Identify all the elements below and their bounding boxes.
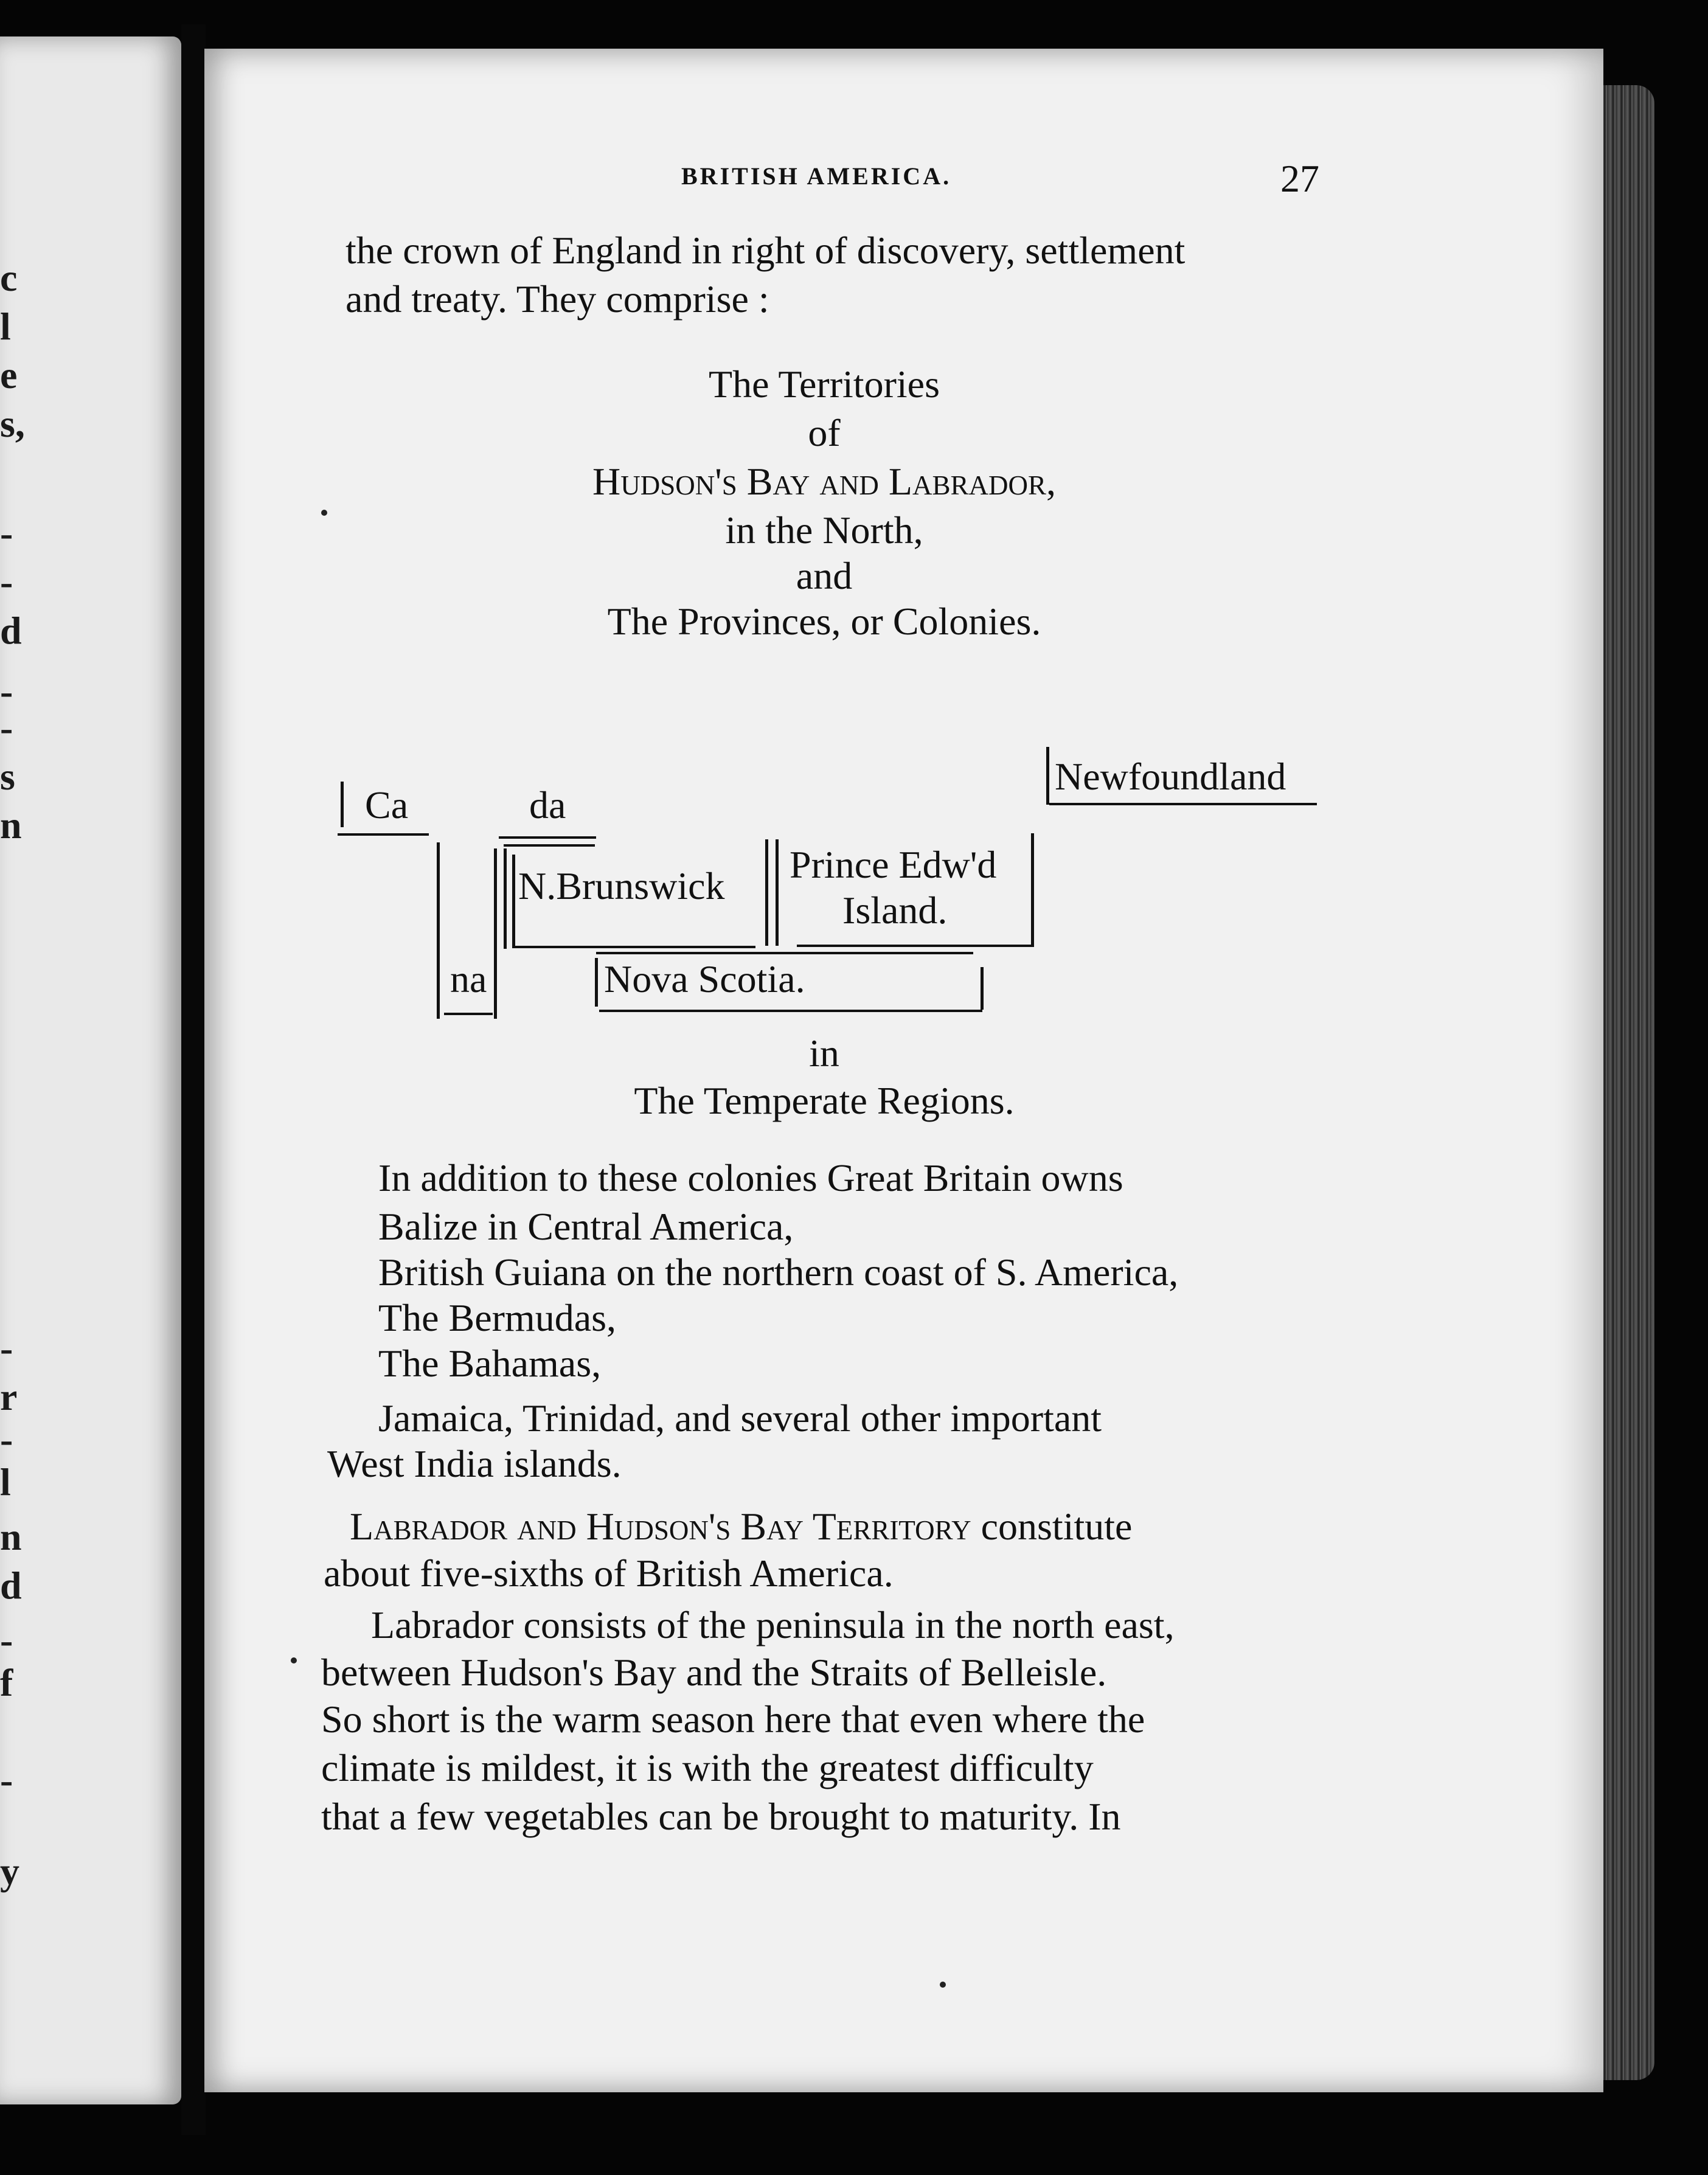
intro-line-2: and treaty. They comprise : bbox=[345, 277, 769, 321]
diagram-line bbox=[599, 1010, 982, 1012]
diagram-line bbox=[444, 1013, 493, 1015]
left-fragment: n bbox=[0, 803, 22, 847]
page-number: 27 bbox=[1280, 157, 1319, 200]
left-fragment: d bbox=[0, 1564, 22, 1607]
diagram-line bbox=[1031, 833, 1034, 946]
diagram-line bbox=[595, 958, 598, 1007]
territories-line-4: in the North, bbox=[725, 508, 923, 552]
left-fragment: - bbox=[0, 706, 13, 749]
addition-line-2: Balize in Central America, bbox=[378, 1205, 794, 1248]
diagram-line bbox=[596, 952, 973, 954]
diagram-line bbox=[512, 946, 755, 948]
addition-line-5: The Bahamas, bbox=[378, 1342, 602, 1385]
territories-line-6: The Provinces, or Colonies. bbox=[607, 600, 1041, 643]
diagram-line bbox=[341, 782, 344, 827]
territories-line-5: and bbox=[796, 554, 853, 597]
diagram-prince-edward-2: Island. bbox=[842, 889, 948, 932]
diagram-line bbox=[437, 842, 440, 1019]
left-fragment: - bbox=[0, 1618, 13, 1662]
diagram-line bbox=[338, 833, 429, 836]
diagram-line bbox=[512, 855, 515, 946]
left-fragment: f bbox=[0, 1661, 13, 1704]
diagram-new-brunswick: N.Brunswick bbox=[518, 864, 725, 907]
temperate-line-2: The Temperate Regions. bbox=[634, 1079, 1015, 1122]
diagram-line bbox=[797, 945, 1034, 947]
labrador-desc-line-3: So short is the warm season here that even where the bbox=[321, 1698, 1145, 1741]
labrador-desc-line-2: between Hudson's Bay and the Straits of Belleisle. bbox=[321, 1651, 1107, 1694]
diagram-line bbox=[1049, 803, 1317, 805]
left-fragment: - bbox=[0, 670, 13, 713]
labrador-desc-line-1: Labrador consists of the peninsula in the north east, bbox=[371, 1603, 1175, 1646]
diagram-line bbox=[765, 839, 768, 946]
diagram-line bbox=[981, 967, 984, 1010]
diagram-line bbox=[504, 848, 507, 949]
left-fragment: s, bbox=[0, 402, 25, 445]
left-fragment: c bbox=[0, 256, 18, 299]
ink-speck bbox=[940, 1982, 946, 1988]
territories-line-2: of bbox=[808, 411, 841, 454]
left-fragment: l bbox=[0, 1460, 11, 1504]
left-fragment: r bbox=[0, 1375, 18, 1418]
diagram-line bbox=[499, 836, 596, 839]
running-title: BRITISH AMERICA. bbox=[681, 162, 952, 190]
diagram-prince-edward-1: Prince Edw'd bbox=[790, 843, 997, 886]
left-fragment: s bbox=[0, 755, 15, 798]
labrador-para-line-2: about five-sixths of British America. bbox=[324, 1552, 894, 1595]
territories-line-1: The Territories bbox=[709, 362, 940, 406]
left-fragment: e bbox=[0, 353, 18, 397]
diagram-newfoundland: Newfoundland bbox=[1055, 755, 1286, 798]
labrador-desc-line-4: climate is mildest, it is with the greatest difficulty bbox=[321, 1746, 1094, 1789]
diagram-canada-ca: Ca bbox=[365, 783, 409, 827]
left-fragment: d bbox=[0, 609, 22, 652]
diagram-line bbox=[504, 844, 595, 847]
labrador-para-line-1 bbox=[350, 1507, 1132, 1546]
left-fragment: - bbox=[0, 1418, 13, 1461]
diagram-canada-da: da bbox=[529, 783, 566, 827]
ink-speck bbox=[291, 1657, 297, 1663]
territories-line-3: Hudson's Bay and Labrador, bbox=[592, 460, 1056, 503]
addition-line-6: Jamaica, Trinidad, and several other important bbox=[378, 1396, 1102, 1440]
addition-line-7: West India islands. bbox=[327, 1442, 622, 1485]
left-fragment: n bbox=[0, 1515, 22, 1558]
intro-line-1: the crown of England in right of discovery, settlement bbox=[345, 229, 1186, 272]
labrador-para-lead: Labrador and Hudson's Bay Territory bbox=[350, 1505, 971, 1548]
diagram-canada-na: na bbox=[450, 957, 487, 1001]
left-fragment: l bbox=[0, 305, 11, 348]
addition-line-3: British Guiana on the northern coast of S. America, bbox=[378, 1251, 1179, 1294]
left-fragment: - bbox=[0, 1327, 13, 1370]
ink-speck bbox=[321, 510, 327, 516]
labrador-desc-line-5: that a few vegetables can be brought to maturity. In bbox=[321, 1795, 1121, 1838]
diagram-line bbox=[776, 839, 779, 946]
addition-line-1: In addition to these colonies Great Britain owns bbox=[378, 1156, 1123, 1199]
diagram-line bbox=[494, 848, 497, 1019]
diagram-nova-scotia: Nova Scotia. bbox=[604, 957, 805, 1001]
left-fragment: - bbox=[0, 1758, 13, 1802]
diagram-line bbox=[1046, 747, 1049, 805]
left-fragment: y bbox=[0, 1850, 19, 1893]
left-page bbox=[0, 36, 181, 2104]
left-fragment: - bbox=[0, 512, 13, 555]
temperate-line-1: in bbox=[809, 1032, 839, 1075]
labrador-para-rest: constitute bbox=[971, 1505, 1133, 1548]
left-fragment: - bbox=[0, 560, 13, 603]
book-gutter bbox=[181, 24, 206, 2135]
addition-line-4: The Bermudas, bbox=[378, 1296, 616, 1339]
